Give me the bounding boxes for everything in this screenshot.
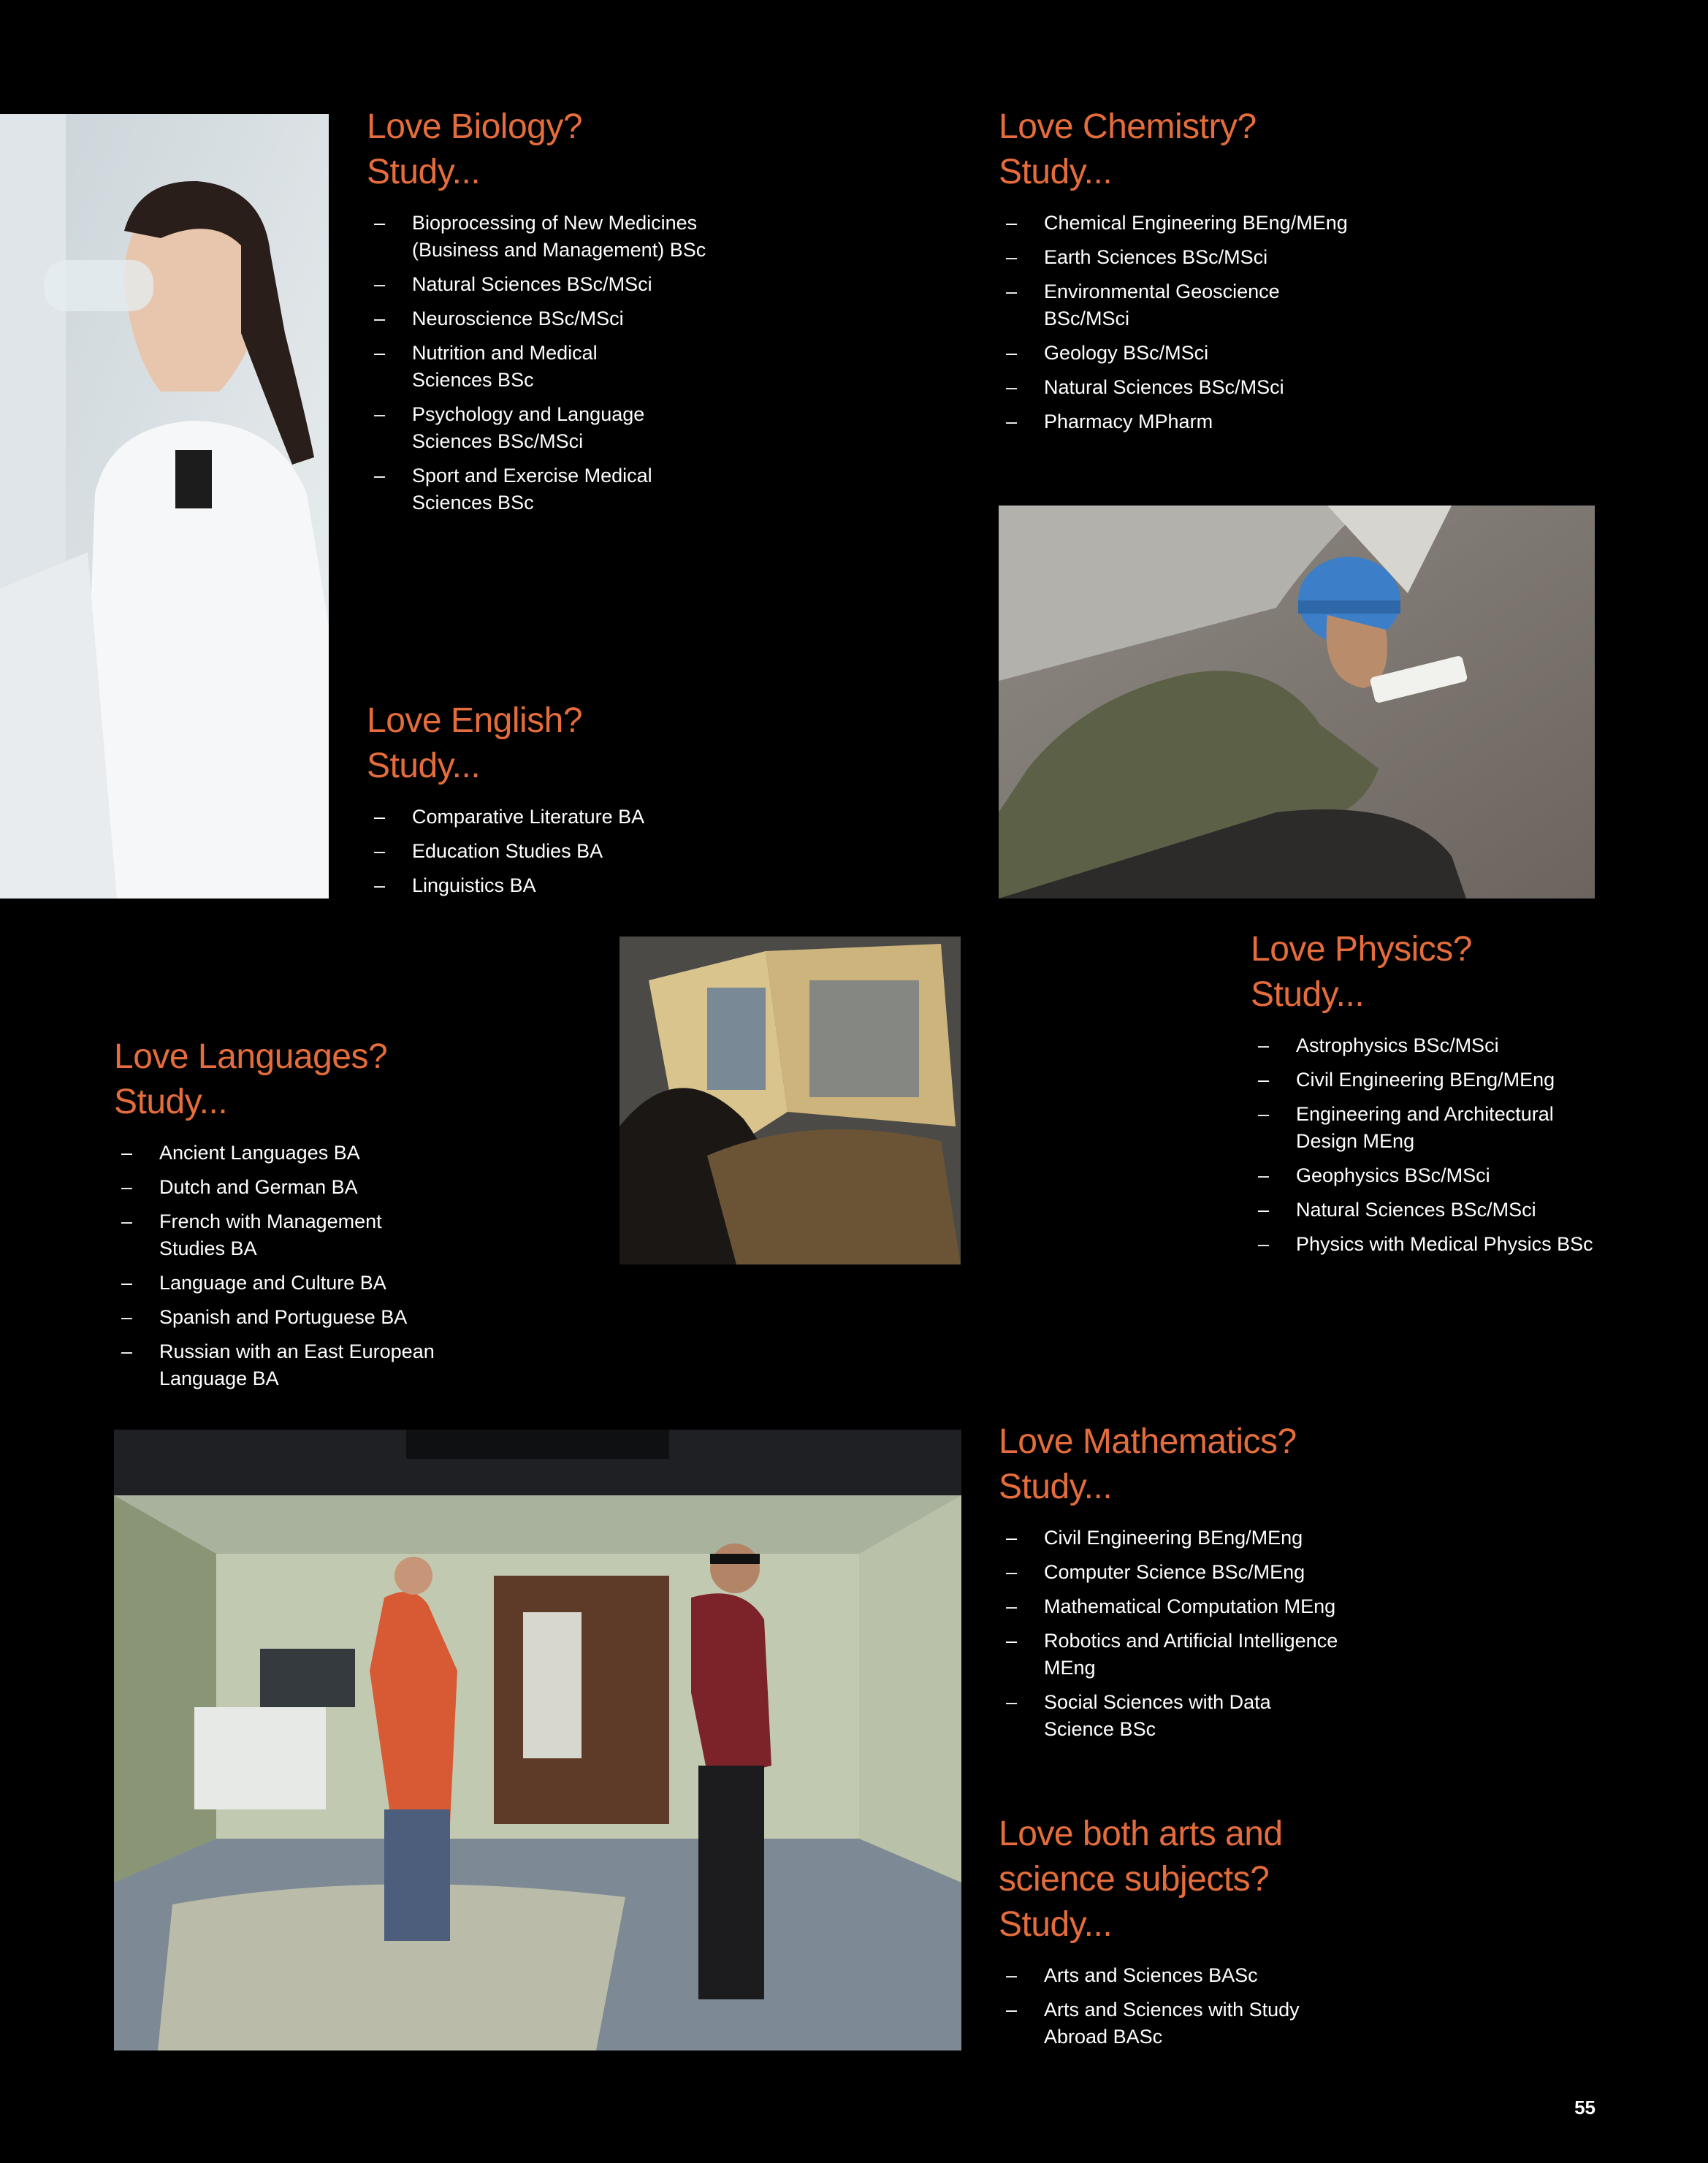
course-item: – Education Studies BA <box>367 838 776 865</box>
course-item: – Astrophysics BSc/MSci <box>1251 1032 1660 1059</box>
course-item: – Geophysics BSc/MSci <box>1251 1162 1660 1189</box>
heading-physics: Love Physics? Study... <box>1251 930 1472 1014</box>
course-item: – Arts and Sciences with Study Abroad BASc <box>999 1996 1437 2051</box>
course-item: – French with Management Studies BA <box>114 1208 552 1262</box>
course-item: – Neuroscience BSc/MSci <box>367 305 776 332</box>
course-item: – Language and Culture BA <box>114 1270 552 1297</box>
course-item: – Dutch and German BA <box>114 1174 552 1201</box>
lab-scientist-photo <box>0 114 329 899</box>
course-item: – Natural Sciences BSc/MSci <box>999 374 1437 401</box>
course-list-english <box>367 804 776 899</box>
course-item: – Environmental Geoscience BSc/MSci <box>999 278 1437 332</box>
course-item: – Comparative Literature BA <box>367 804 776 831</box>
course-item: – Civil Engineering BEng/MEng <box>1251 1067 1660 1094</box>
course-item: – Physics with Medical Physics BSc <box>1251 1231 1660 1258</box>
heading-english: Love English? Study... <box>367 701 583 785</box>
course-item: – Earth Sciences BSc/MSci <box>999 244 1437 271</box>
page-number: 55 <box>1574 2097 1595 2118</box>
course-item: – Bioprocessing of New Medicines (Business and Management) BSc <box>367 210 776 264</box>
course-item: – Chemical Engineering BEng/MEng <box>999 210 1437 237</box>
heading-chemistry: Love Chemistry? Study... <box>999 107 1257 191</box>
section-biology <box>367 104 776 524</box>
course-item: – Computer Science BSc/MEng <box>999 1559 1437 1586</box>
heading-languages: Love Languages? Study... <box>114 1037 388 1121</box>
heading-biology: Love Biology? Study... <box>367 107 583 191</box>
section-languages <box>114 1034 552 1400</box>
course-list-languages <box>114 1140 552 1392</box>
section-physics <box>1251 927 1660 1265</box>
course-item: – Arts and Sciences BASc <box>999 1962 1437 1989</box>
course-item: – Natural Sciences BSc/MSci <box>1251 1197 1660 1224</box>
course-item: – Geology BSc/MSci <box>999 340 1437 367</box>
section-mathematics <box>999 1419 1437 1750</box>
course-list-chemistry <box>999 210 1437 435</box>
course-item: – Engineering and Architectural Design MEng <box>1251 1101 1660 1155</box>
course-item: – Spanish and Portuguese BA <box>114 1304 552 1331</box>
course-item: – Ancient Languages BA <box>114 1140 552 1167</box>
course-item: – Linguistics BA <box>367 872 776 899</box>
heading-mathematics: Love Mathematics? Study... <box>999 1422 1297 1506</box>
course-list-physics <box>1251 1032 1660 1258</box>
course-item: – Russian with an East European Language BA <box>114 1338 552 1392</box>
section-chemistry <box>999 104 1437 443</box>
geologist-photo <box>999 506 1595 899</box>
course-item: – Psychology and Language Sciences BSc/MSci <box>367 401 776 455</box>
course-item: – Robotics and Artificial Intelligence MEng <box>999 1628 1437 1682</box>
course-item: – Mathematical Computation MEng <box>999 1593 1437 1620</box>
course-list-arts-science <box>999 1962 1437 2051</box>
course-item: – Pharmacy MPharm <box>999 408 1437 435</box>
virtual-reality-photo <box>114 1430 961 2051</box>
heading-arts-science: Love both arts and science subjects? Study... <box>999 1815 1283 1944</box>
course-item: – Civil Engineering BEng/MEng <box>999 1525 1437 1552</box>
course-item: – Natural Sciences BSc/MSci <box>367 271 776 298</box>
course-list-biology <box>367 210 776 516</box>
course-list-mathematics <box>999 1525 1437 1743</box>
course-item: – Social Sciences with Data Science BSc <box>999 1689 1437 1743</box>
section-english <box>367 698 776 907</box>
manuscript-photo <box>619 936 961 1264</box>
course-item: – Sport and Exercise Medical Sciences BSc <box>367 462 776 516</box>
course-item: – Nutrition and Medical Sciences BSc <box>367 340 776 394</box>
section-arts-science <box>999 1812 1437 2058</box>
